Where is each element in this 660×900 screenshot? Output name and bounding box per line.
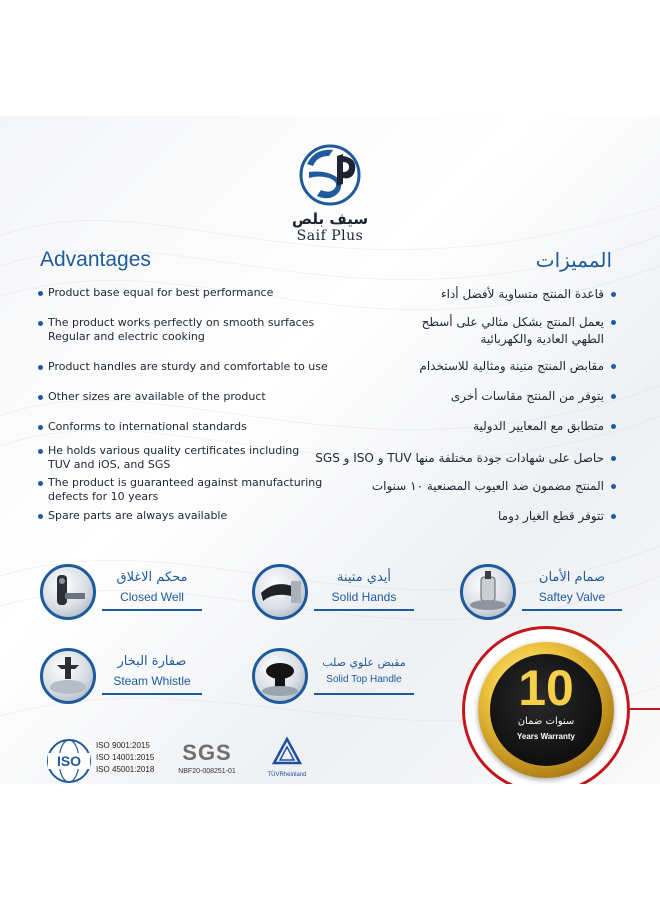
bullet-dot [38,481,43,486]
bullet-dot [38,321,43,326]
advantage-item-en [38,360,338,374]
bullet-dot [38,449,43,454]
feature-solid-top-handle [252,648,422,708]
advantage-item-ar [296,450,616,467]
advantages-heading-english: Advantages [40,248,151,271]
sgs-logo: SGS [182,740,232,765]
advantage-item-ar [296,418,616,435]
advantage-text: Conforms to international standards [48,420,247,433]
sgs-certificate-code: NBF20-008251-01 [178,768,236,775]
iso-standard: ISO 14001:2015 [96,753,155,762]
advantage-text: يتوفر من المنتج مقاسات أخرى [450,389,604,403]
iso-standards-list [96,740,154,776]
feature-underline [102,693,202,695]
bullet-dot [611,364,616,369]
feature-underline [522,609,622,611]
feature-title-arabic: مقبض علوي صلب [322,656,406,669]
advantage-text: The product works perfectly on smooth surfaces Regular and electric cooking [48,316,315,343]
handle-icon [252,564,308,620]
advantage-text: Product handles are sturdy and comfortable to use [48,360,328,373]
bullet-dot [38,514,43,519]
advantage-text: المنتج مضمون ضد العيوب المصنعية ١٠ سنوات [371,479,604,493]
advantage-text: تتوفر قطع الغيار دوما [497,509,604,523]
feature-title-arabic: صفارة البخار [117,654,187,669]
feature-title-english: Solid Hands [331,590,397,604]
advantage-text: Other sizes are available of the product [48,390,266,403]
brand-name-arabic: سيف بلص [291,210,369,228]
bullet-dot [611,394,616,399]
advantage-text: قاعدة المنتج متساوية لأفضل أداء [440,287,604,301]
feature-title-english: Solid Top Handle [326,674,402,685]
feature-steam-whistle [40,648,210,708]
advantage-item-ar [296,388,616,405]
whistle-icon [40,648,96,704]
sgs-certificate [172,740,242,775]
advantage-item-ar [296,508,616,525]
lid-lock-icon [40,564,96,620]
iso-logo-icon [46,738,92,784]
bullet-dot [38,395,43,400]
iso-standard: ISO 45001:2018 [96,765,155,774]
advantage-item-ar [296,314,616,348]
brand-logo [284,142,376,272]
advantage-item-ar [296,478,616,495]
valve-icon [460,564,516,620]
bullet-dot [38,291,43,296]
feature-underline [102,609,202,611]
feature-closed-well [40,564,210,624]
advantage-item-ar [296,286,616,303]
feature-title-english: Steam Whistle [113,674,191,688]
tuv-triangle-icon [272,736,302,766]
advantage-text: Product base equal for best performance [48,286,274,299]
feature-title-arabic: صمام الأمان [538,570,606,585]
bullet-dot [611,514,616,519]
bullet-dot [611,424,616,429]
bullet-dot [611,456,616,461]
brand-name-english: Saif Plus [296,228,364,244]
tuv-certificate [260,736,314,778]
bullet-dot [611,292,616,297]
warranty-badge [490,654,602,766]
advantage-text: مقابض المنتج متينة ومثالية للاستخدام [419,359,604,373]
saif-plus-emblem-icon [295,142,365,208]
iso-standard: ISO 9001:2015 [96,741,150,750]
advantage-text: متطابق مع المعايير الدولية [473,419,604,433]
advantage-item-en [38,444,338,472]
top-handle-icon [252,648,308,704]
advantages-heading-arabic: المميزات [535,248,612,272]
feature-underline [314,609,414,611]
bullet-dot [611,320,616,325]
warranty-label-arabic: سنوات ضمان [517,716,575,727]
advantage-text: يعمل المنتج بشكل مثالي على أسطح الطهي العادية والكهربائية [421,315,604,346]
feature-solid-hands [252,564,422,624]
warranty-years-number: 10 [518,660,574,716]
advantage-item-en [38,316,338,344]
bullet-dot [38,365,43,370]
warranty-label-english: Years Warranty [517,732,575,741]
tuv-label: TÜVRheinland [267,772,307,778]
advantage-text: The product is guaranteed against manufacturing defects for 10 years [48,476,323,503]
feature-safety-valve [460,564,630,624]
bullet-dot [611,484,616,489]
advantage-item-en [38,390,338,404]
feature-title-arabic: محكم الاغلاق [116,570,188,585]
advantage-item-en [38,286,338,300]
advantage-item-en [38,420,338,434]
decorative-red-line [630,708,660,710]
feature-title-english: Saftey Valve [538,590,606,604]
feature-title-english: Closed Well [120,590,184,604]
product-card [0,116,660,784]
advantage-text: Spare parts are always available [48,509,228,522]
advantage-text: He holds various quality certificates including TUV and iOS, and SGS [48,444,300,471]
iso-mark-text: ISO [56,753,82,769]
bullet-dot [38,425,43,430]
advantage-text: حاصل على شهادات جودة مختلفة منها TUV و ISO و SGS [315,451,604,465]
feature-title-arabic: أيدي متينة [336,570,392,585]
advantage-item-en [38,509,338,523]
advantage-item-ar [296,358,616,375]
advantage-item-en [38,476,338,504]
feature-underline [314,693,414,695]
